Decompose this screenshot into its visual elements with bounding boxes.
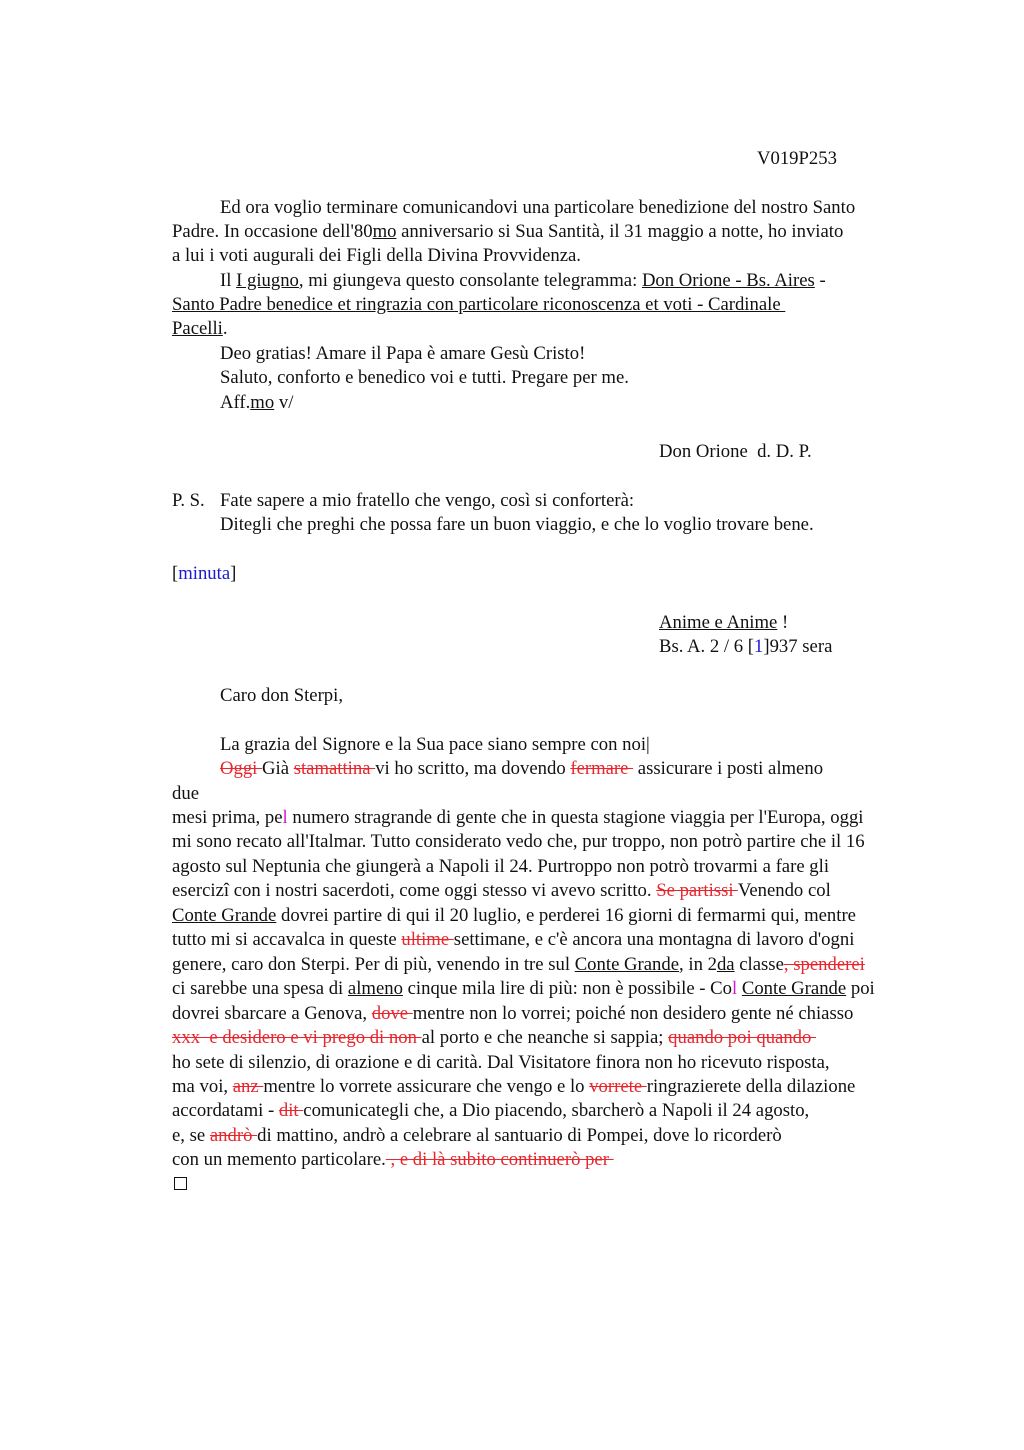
date-line: Bs. A. 2 / 6 [1]937 sera xyxy=(659,636,833,657)
text-line: Il I giugno, mi giungeva questo consolante telegramma: Don Orione - Bs. Aires - xyxy=(220,270,826,291)
text-line: genere, caro don Sterpi. Per di più, venendo in tre sul Conte Grande, in 2da classe, spenderei xyxy=(172,954,865,975)
text-line: agosto sul Neptunia che giungerà a Napoli il 24. Purtroppo non potrò trovarmi a fare gli xyxy=(172,856,830,877)
text-line: Ed ora voglio terminare comunicandovi una particolare benedizione del nostro Santo xyxy=(220,197,856,218)
text-line: con un memento particolare. , e di là subito continuerò per xyxy=(172,1149,614,1170)
text-line: ma voi, anz mentre lo vorrete assicurare che vengo e lo vorrete ringrazierete della dilazione xyxy=(172,1076,856,1097)
text-line: e, se andrò di mattino, andrò a celebrare al santuario di Pompei, dove lo ricorderò xyxy=(172,1125,782,1146)
text-line: Saluto, conforto e benedico voi e tutti. Pregare per me. xyxy=(220,367,629,388)
signature: Don Orione d. D. P. xyxy=(659,441,812,462)
text-line: due xyxy=(172,783,199,804)
text-line: La grazia del Signore e la Sua pace siano sempre con noi| xyxy=(220,734,650,755)
telegram-line: Santo Padre benedice et ringrazia con particolare riconoscenza et voti - Cardinale xyxy=(172,294,786,315)
ps-label: P. S. xyxy=(172,490,205,511)
telegram-line: Pacelli. xyxy=(172,318,228,339)
text-line: mesi prima, pel numero stragrande di gente che in questa stagione viaggia per l'Europa, oggi xyxy=(172,807,864,828)
text-line: xxx e desidero e vi prego di non al porto e che neanche si sappia; quando poi quando xyxy=(172,1027,817,1048)
text-line: Deo gratias! Amare il Papa è amare Gesù Cristo! xyxy=(220,343,586,364)
closing: Aff.mo v/ xyxy=(220,392,294,413)
text-line: Conte Grande dovrei partire di qui il 20 luglio, e perderei 16 giorni di fermarmi qui, mentre xyxy=(172,905,856,926)
salutation: Caro don Sterpi, xyxy=(220,685,344,706)
ps-text: Ditegli che preghi che possa fare un buon viaggio, e che lo voglio trovare bene. xyxy=(220,514,814,535)
text-line: mi sono recato all'Italmar. Tutto considerato vedo che, pur troppo, non potrò partire che il 16 xyxy=(172,831,865,852)
text-line: ho sete di silenzio, di orazione e di carità. Dal Visitatore finora non ho ricevuto risposta, xyxy=(172,1052,830,1073)
text-line: Padre. In occasione dell'80mo anniversario si Sua Santità, il 31 maggio a notte, ho inviato xyxy=(172,221,844,242)
ps-text: Fate sapere a mio fratello che vengo, così si conforterà: xyxy=(220,490,635,511)
text-line: ci sarebbe una spesa di almeno cinque mila lire di più: non è possibile - Col Conte Grande poi xyxy=(172,978,875,999)
text-line: esercizî con i nostri sacerdoti, come oggi stesso vi avevo scritto. Se partissi Venendo col xyxy=(172,880,831,901)
text-line: tutto mi si accavalca in queste ultime settimane, e c'è ancora una montagna di lavoro d'ogni xyxy=(172,929,855,950)
editorial-note: [minuta] xyxy=(172,563,237,584)
text-line: dovrei sbarcare a Genova, dove mentre non lo vorrei; poiché non desidero gente né chiasso xyxy=(172,1003,854,1024)
text-line: a lui i voti augurali dei Figli della Divina Provvidenza. xyxy=(172,245,581,266)
end-marker-box xyxy=(174,1177,187,1190)
motto: Anime e Anime ! xyxy=(659,612,789,633)
text-line: accordatami - dit comunicategli che, a Dio piacendo, sbarcherò a Napoli il 24 agosto, xyxy=(172,1100,810,1121)
text-line: Oggi Già stamattina vi ho scritto, ma dovendo fermare assicurare i posti almeno xyxy=(220,758,824,779)
page-id: V019P253 xyxy=(757,148,837,169)
